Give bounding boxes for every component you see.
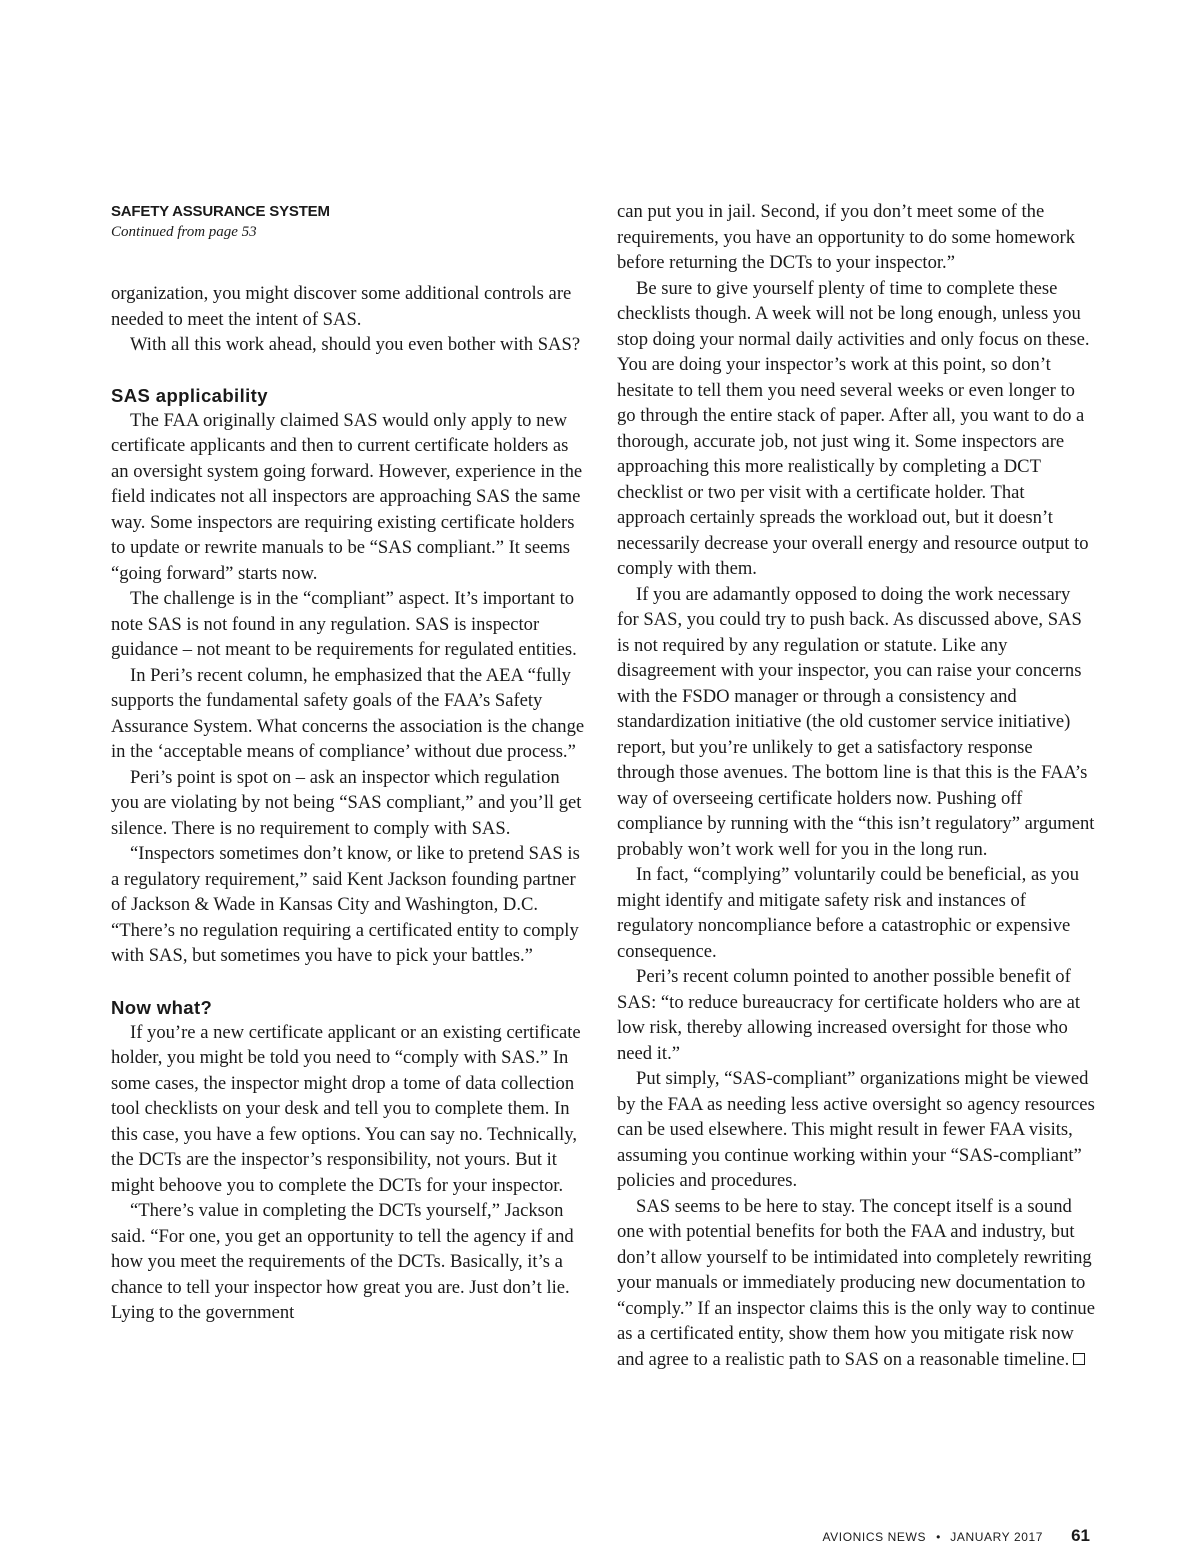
continued-note: Continued from page 53	[111, 224, 257, 240]
department-title: SAFETY ASSURANCE SYSTEM	[111, 203, 330, 220]
paragraph: Peri’s point is spot on – ask an inspector which regulation you are violating by not being “SAS compliant,” and you’ll get silence. There is no requirement to comply with SAS.	[111, 766, 582, 839]
paragraph: Peri’s recent column pointed to another possible benefit of SAS: “to reduce bureaucracy for certificate holders who are at low risk, thereby allowing increased oversight for those who need it.”	[617, 966, 1081, 1064]
paragraph: In fact, “complying” voluntarily could be beneficial, as you might identify and mitigate safety risk and instances of regulatory noncompliance before a catastrophic or expensive consequence.	[617, 864, 1079, 962]
paragraph: organization, you might discover some additional controls are needed to meet the intent of SAS.	[111, 283, 572, 330]
page-footer	[822, 1526, 1090, 1546]
last-paragraph	[617, 1194, 1095, 1373]
paragraph: The challenge is in the “compliant” aspect. It’s important to note SAS is not found in any regulation. SAS is inspector guidance – not meant to be requirements for regulated entities.	[111, 588, 577, 660]
paragraph: In Peri’s recent column, he emphasized that the AEA “fully supports the fundamental safety goals of the FAA’s Safety Assurance System. What concerns the association is the change in the ‘acceptable means of compliance’ without due process.”	[111, 664, 585, 762]
paragraph: “Inspectors sometimes don’t know, or like to pretend SAS is a regulatory requirement,” said Kent Jackson founding partner of Jackson & Wade in Kansas City and Washington, D.C. “There’s no regulation requiring a certificated entity to comply with SAS, but sometimes you have to pick your battles.”	[111, 843, 580, 966]
paragraph-text: SAS seems to be here to stay. The concept itself is a sound one with potential benefits for both the FAA and industry, but don’t allow yourself to be intimidated into completely rewriting your manuals or immediately producing new documentation to “comply.” If an inspector claims this is the only way to continue as a certificated entity, show them how you mitigate risk now and agree to a realistic path to SAS on a reasonable timeline.	[617, 1195, 1095, 1370]
paragraph: If you are adamantly opposed to doing the work necessary for SAS, you could try to push back. As discussed above, SAS is not required by any regulation or statute. Like any disagreement with your inspector, you can raise your concerns with the FSDO manager or through a consistency and standardization initiative (the old customer service initiative) report, but you’re unlikely to get a satisfactory response through those avenues. The bottom line is that this is the FAA’s way of overseeing certificate holders now. Pushing off compliance by running with the “this isn’t regulatory” argument probably won’t work well for you in the long run.	[617, 583, 1095, 860]
section-heading: Now what?	[111, 996, 213, 1018]
footer-separator: •	[936, 1530, 941, 1544]
issue-date: JANUARY 2017	[950, 1530, 1044, 1544]
end-mark-icon	[1073, 1353, 1085, 1365]
paragraph: can put you in jail. Second, if you don’t meet some of the requirements, you have an opportunity to do some homework before returning the DCTs to your inspector.”	[617, 201, 1076, 273]
section-heading: SAS applicability	[111, 384, 268, 406]
paragraph: Put simply, “SAS-compliant” organizations might be viewed by the FAA as needing less active oversight so agency resources can be used elsewhere. This might result in fewer FAA visits, assuming you continue working within your “SAS-compliant” policies and procedures.	[617, 1068, 1095, 1191]
paragraph: “There’s value in completing the DCTs yourself,” Jackson said. “For one, you get an opportunity to tell the agency if and how you meet the requirements of the DCTs. Basically, it’s a chance to tell your inspector how great you are. Just don’t lie. Lying to the government	[111, 1200, 574, 1323]
right-column	[617, 199, 1095, 1372]
publication-name: AVIONICS NEWS	[822, 1530, 927, 1544]
paragraph: With all this work ahead, should you even bother with SAS?	[130, 334, 581, 355]
paragraph: If you’re a new certificate applicant or an existing certificate holder, you might be told you need to “comply with SAS.” In some cases, the inspector might drop a tome of data collection tool checklists on your desk and tell you to complete them. In this case, you have a few options. You can say no. Technically, the DCTs are the inspector’s responsibility, not yours. But it might behoove you to complete the DCTs for your inspector.	[111, 1021, 581, 1196]
page-number: 61	[1071, 1526, 1090, 1545]
paragraph: Be sure to give yourself plenty of time to complete these checklists though. A week will not be long enough, unless you stop doing your normal daily activities and only focus on these. You are doing your inspector’s work at this point, so don’t hesitate to tell them you need several weeks or even longer to go through the entire stack of paper. After all, you want to do a thorough, accurate job, not just wing it. Some inspectors are approaching this more realistically by completing a DCT checklist or two per visit with a certificate holder. That approach certainly spreads the workload out, but it doesn’t necessarily decrease your overall energy and resource output to comply with them.	[617, 277, 1090, 579]
paragraph: The FAA originally claimed SAS would only apply to new certificate applicants and then to current certificate holders as an oversight system going forward. However, experience in the field indicates not all inspectors are approaching SAS the same way. Some inspectors are requiring existing certificate holders to update or rewrite manuals to be “SAS compliant.” It seems “going forward” starts now.	[111, 409, 583, 584]
left-column	[111, 199, 586, 1326]
